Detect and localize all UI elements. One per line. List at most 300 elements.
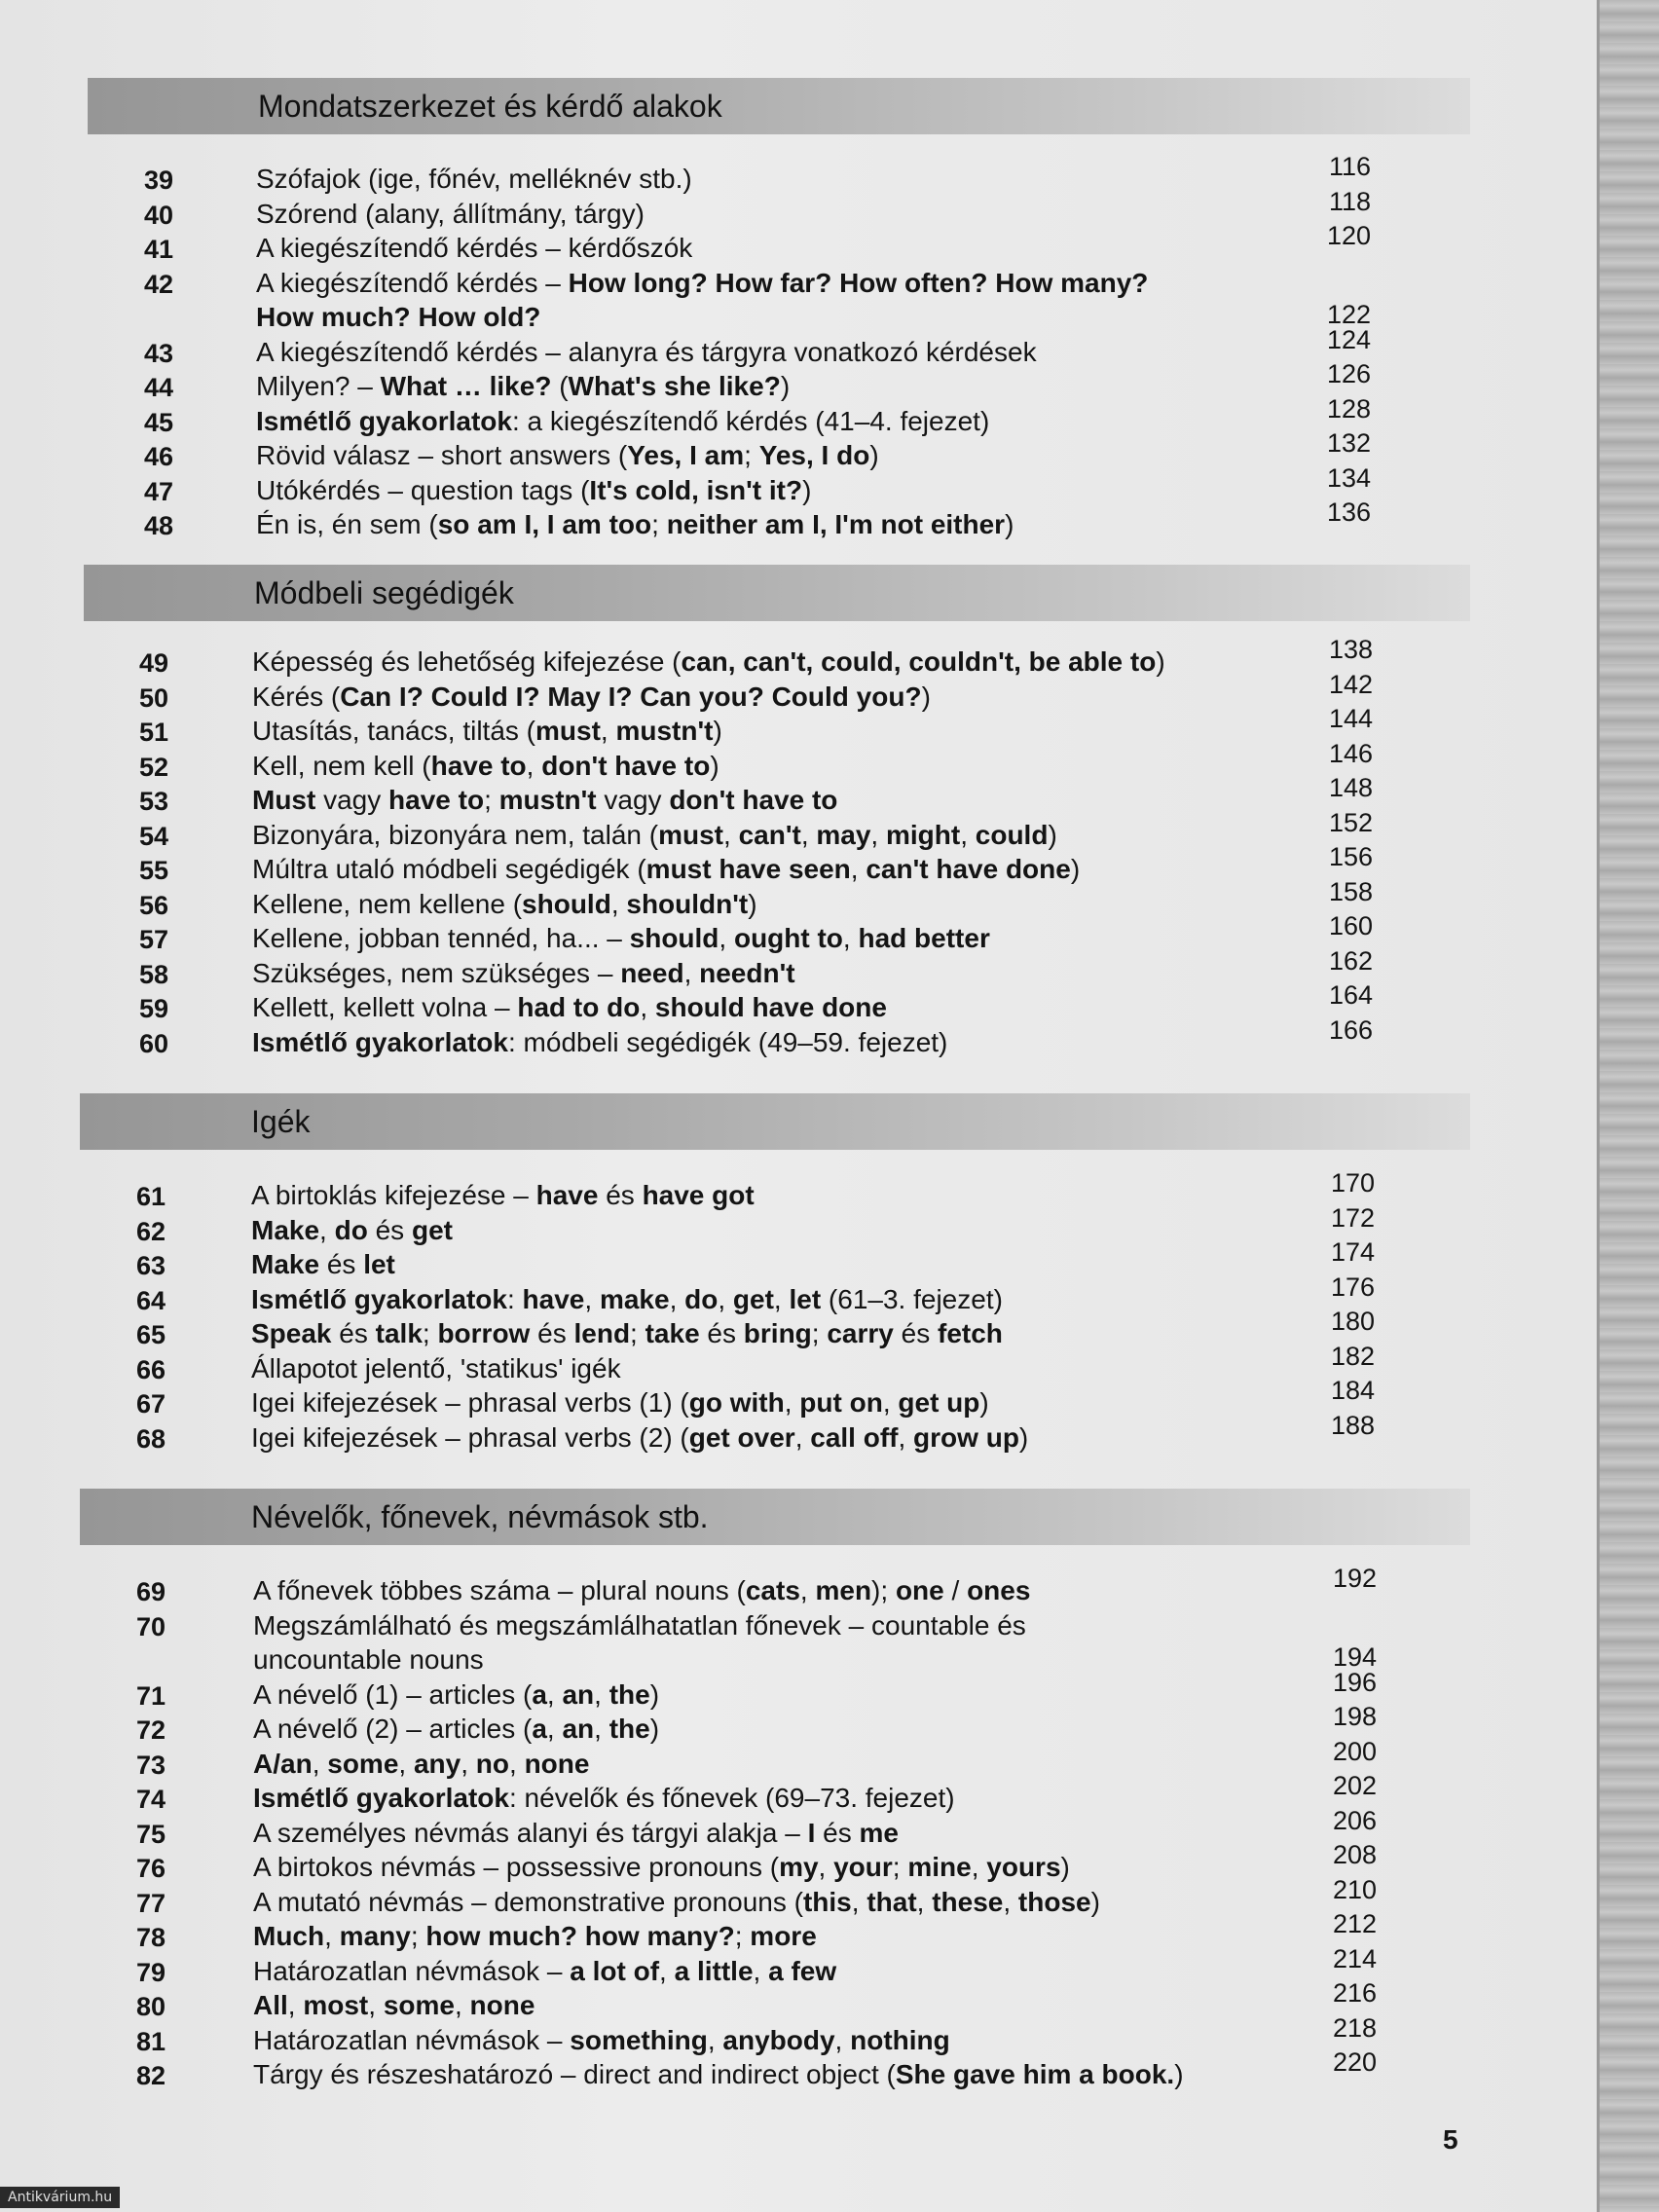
- text-run: Igei kifejezések – phrasal verbs (2) (: [251, 1421, 689, 1453]
- page-reference: 174: [1330, 1237, 1375, 1267]
- text-run: ,: [659, 1955, 675, 1986]
- text-run: Kellene, nem kellene (: [252, 888, 523, 919]
- chapter-number: 43: [143, 338, 173, 368]
- text-run: ): [748, 888, 757, 919]
- bold-term: Make: [251, 1249, 320, 1279]
- chapter-title: [251, 1284, 1003, 1315]
- chapter-number: 64: [135, 1285, 166, 1315]
- bold-term: get up: [898, 1387, 980, 1418]
- text-run: :: [506, 1283, 523, 1314]
- text-run: ;: [630, 1318, 645, 1348]
- chapter-number: 66: [135, 1354, 166, 1384]
- chapter-number: 44: [143, 373, 173, 402]
- text-run: ,: [526, 750, 542, 781]
- page-reference: 122: [1326, 300, 1371, 329]
- bold-term: need: [620, 957, 684, 988]
- text-run: [577, 1921, 585, 1951]
- bold-term: What's she like?: [568, 371, 781, 401]
- bold-term: how much?: [425, 1921, 577, 1951]
- text-run: A névelő (2) – articles (: [253, 1714, 533, 1744]
- page-reference: 166: [1328, 1014, 1373, 1045]
- chapter-title-continued: [256, 302, 540, 333]
- text-run: ;: [892, 1852, 908, 1882]
- bold-term: no: [475, 1748, 509, 1779]
- text-run: ,: [882, 1387, 899, 1418]
- bold-term: cats: [745, 1575, 800, 1605]
- text-run: ,: [368, 1990, 384, 2020]
- chapter-title: [253, 1749, 589, 1780]
- text-run: ,: [584, 1283, 600, 1314]
- chapter-number: 63: [135, 1251, 166, 1280]
- text-run: uncountable nouns: [253, 1644, 484, 1675]
- text-run: ): [921, 681, 931, 712]
- bold-term: ought to: [733, 923, 843, 953]
- bold-term: carry: [827, 1318, 894, 1348]
- bold-term: mustn't: [615, 716, 714, 746]
- text-run: Kellene, jobban tennéd, ha... –: [252, 923, 630, 953]
- chapter-number: 53: [138, 787, 168, 816]
- chapter-number: 40: [143, 200, 173, 230]
- bold-term: What … like?: [380, 371, 552, 401]
- text-run: Szükséges, nem szükséges –: [252, 957, 621, 988]
- text-run: ,: [319, 1214, 335, 1245]
- page-reference: 192: [1332, 1564, 1377, 1593]
- bold-term: neither am I, I'm not either: [666, 509, 1006, 539]
- page-reference: 120: [1326, 221, 1371, 250]
- text-run: ): [1156, 646, 1165, 677]
- text-run: ): [979, 1387, 989, 1418]
- bold-term: Can I? Could I? May I? Can you? Could you?: [340, 681, 922, 712]
- page-reference: 184: [1330, 1376, 1375, 1405]
- bold-term: might: [885, 819, 961, 850]
- chapter-title: [252, 958, 795, 989]
- chapter-number: 77: [135, 1888, 166, 1918]
- chapter-title: [253, 2025, 950, 2056]
- text-run: és: [699, 1318, 744, 1348]
- bold-term: how many?: [584, 1921, 735, 1951]
- section-title: Névelők, főnevek, névmások stb.: [251, 1499, 709, 1534]
- chapter-title: [256, 199, 645, 230]
- chapter-title: [256, 164, 692, 195]
- text-run: ,: [916, 1886, 933, 1917]
- bold-term: any: [413, 1748, 461, 1779]
- text-run: ,: [287, 1990, 304, 2020]
- text-run: ;: [651, 509, 667, 539]
- text-run: ,: [707, 2024, 723, 2055]
- bold-term: an: [562, 1678, 595, 1710]
- bold-term: have: [535, 1180, 599, 1210]
- text-run: A kiegészítendő kérdés – kérdőszók: [256, 233, 693, 263]
- chapter-number: 70: [135, 1611, 166, 1641]
- chapter-number: 71: [135, 1680, 166, 1711]
- text-run: ,: [398, 1748, 414, 1779]
- bold-term: A/an: [253, 1748, 313, 1779]
- bold-term: have to: [430, 750, 527, 781]
- chapter-title: [252, 646, 1165, 678]
- bold-term: How much? How old?: [256, 302, 541, 332]
- chapter-number: 82: [135, 2061, 166, 2090]
- page-reference: 138: [1328, 635, 1373, 664]
- text-run: ,: [960, 819, 976, 850]
- bold-term: ones: [967, 1575, 1031, 1605]
- chapter-number: 50: [138, 682, 168, 713]
- bold-term: do: [684, 1283, 719, 1314]
- text-run: Kell, nem kell (: [252, 750, 431, 781]
- page-reference: 148: [1328, 773, 1373, 802]
- page-reference: 156: [1328, 842, 1373, 871]
- bold-term: some: [383, 1990, 455, 2020]
- chapter-title: [252, 751, 719, 782]
- chapter-number: 61: [135, 1182, 166, 1211]
- bold-term: Ismétlő gyakorlatok: [252, 1026, 508, 1057]
- text-run: ,: [842, 923, 859, 953]
- bold-term: mustn't: [498, 785, 597, 815]
- chapter-number: 60: [138, 1028, 168, 1058]
- book-binding-edge: [1597, 0, 1659, 2212]
- page-reference: 172: [1330, 1202, 1375, 1233]
- bold-term: Make: [251, 1214, 320, 1245]
- chapter-number: 68: [135, 1423, 166, 1454]
- chapter-title: [251, 1249, 395, 1280]
- text-run: A mutató névmás – demonstrative pronouns (: [253, 1886, 803, 1917]
- bold-term: have got: [642, 1180, 755, 1210]
- chapter-title: [252, 785, 837, 816]
- chapter-title: [256, 509, 1014, 540]
- bold-term: call off: [810, 1421, 899, 1453]
- page-reference: 146: [1328, 738, 1373, 768]
- chapter-number: 80: [135, 1992, 166, 2021]
- chapter-title: [256, 233, 692, 264]
- chapter-number: 39: [143, 166, 173, 195]
- page-reference: 158: [1328, 876, 1373, 906]
- page-reference: 134: [1326, 462, 1371, 493]
- text-run: ;: [744, 440, 759, 470]
- chapter-number: 52: [138, 752, 168, 782]
- bold-term: may: [816, 819, 871, 850]
- chapter-number: 46: [143, 442, 173, 471]
- bold-term: have: [522, 1283, 585, 1314]
- bold-term: nothing: [850, 2024, 950, 2055]
- chapter-number: 79: [135, 1957, 166, 1987]
- bold-term: more: [750, 1921, 817, 1951]
- text-run: (: [551, 371, 569, 401]
- text-run: Határozatlan névmások –: [253, 2024, 571, 2055]
- text-run: ;: [422, 1318, 438, 1348]
- chapter-title: [256, 475, 811, 506]
- page-reference: 218: [1332, 2012, 1377, 2043]
- bold-term: let: [363, 1249, 395, 1279]
- text-run: és: [893, 1318, 939, 1348]
- text-run: ;: [410, 1921, 426, 1951]
- text-run: : módbeli segédigék (49–59. fejezet): [507, 1026, 948, 1057]
- chapter-title: [253, 2059, 1184, 2090]
- chapter-title: [256, 337, 1037, 368]
- text-run: ,: [773, 1283, 790, 1314]
- bold-term: Speak: [251, 1318, 332, 1348]
- text-run: ,: [723, 819, 739, 850]
- text-run: : névelők és főnevek (69–73. fejezet): [508, 1783, 955, 1813]
- chapter-title: [253, 1714, 659, 1745]
- page-reference: 116: [1328, 152, 1371, 181]
- bold-term: Ismétlő gyakorlatok: [256, 405, 512, 436]
- text-run: és: [319, 1249, 364, 1279]
- chapter-title: [256, 406, 989, 437]
- page-reference: 152: [1328, 807, 1373, 837]
- chapter-title: [256, 268, 1148, 299]
- text-run: ;: [484, 785, 499, 815]
- page-reference: 182: [1330, 1341, 1375, 1371]
- text-run: ,: [546, 1714, 563, 1744]
- text-run: Rövid válasz – short answers (: [256, 440, 628, 470]
- bold-term: shouldn't: [626, 888, 749, 919]
- text-run: ,: [669, 1283, 685, 1314]
- bold-term: make: [599, 1283, 670, 1314]
- text-run: ,: [546, 1678, 563, 1710]
- text-run: ): [1060, 1852, 1070, 1882]
- bold-term: grow up: [913, 1421, 1019, 1453]
- chapter-number: 47: [143, 476, 173, 506]
- text-run: Én is, én sem (: [256, 509, 438, 539]
- bold-term: can, can't, could, couldn't, be able to: [681, 646, 1157, 677]
- bold-term: can't have done: [866, 854, 1071, 884]
- bold-term: a: [532, 1678, 547, 1710]
- bold-term: must have seen: [645, 854, 851, 884]
- page-reference: 188: [1330, 1410, 1375, 1440]
- text-run: ,: [461, 1748, 476, 1779]
- page-reference: 208: [1332, 1840, 1377, 1869]
- text-run: vagy: [315, 785, 389, 815]
- page-reference: 202: [1332, 1771, 1377, 1800]
- bold-term: this: [802, 1886, 852, 1917]
- text-run: A birtokos névmás – possessive pronouns (: [253, 1852, 780, 1882]
- bold-term: one: [895, 1575, 944, 1605]
- text-run: );: [871, 1575, 896, 1605]
- chapter-number: 58: [138, 959, 168, 989]
- bold-term: these: [932, 1886, 1004, 1917]
- section-title: Igék: [251, 1104, 311, 1139]
- chapter-number: 55: [138, 856, 168, 885]
- page-reference: 160: [1328, 911, 1373, 940]
- bold-term: go with: [688, 1387, 785, 1418]
- chapter-number: 59: [138, 994, 168, 1023]
- text-run: Kérés (: [252, 681, 341, 712]
- bold-term: should have done: [654, 992, 887, 1022]
- bold-term: don't have to: [669, 785, 838, 815]
- text-run: ,: [971, 1852, 987, 1882]
- chapter-title: [256, 440, 879, 471]
- page-reference: 200: [1332, 1736, 1377, 1766]
- chapter-number: 42: [143, 269, 173, 299]
- chapter-title: [252, 889, 757, 920]
- text-run: Múltra utaló módbeli segédigék (: [252, 854, 646, 884]
- bold-term: your: [833, 1852, 893, 1882]
- bold-term: a few: [768, 1955, 837, 1986]
- bold-term: do: [334, 1214, 368, 1245]
- text-run: és: [598, 1180, 643, 1210]
- bold-term: had better: [858, 923, 990, 953]
- page-reference: 118: [1328, 186, 1371, 216]
- chapter-number: 51: [138, 718, 168, 747]
- text-run: A személyes névmás alanyi és tárgyi alakja –: [253, 1817, 808, 1848]
- chapter-title: [252, 682, 931, 713]
- chapter-title: [251, 1180, 755, 1211]
- chapter-number: 49: [138, 648, 168, 678]
- text-run: A birtoklás kifejezése –: [251, 1180, 536, 1210]
- bold-term: those: [1017, 1886, 1091, 1917]
- page-reference: 136: [1326, 498, 1371, 527]
- text-run: ,: [610, 888, 627, 919]
- text-run: A főnevek többes száma – plural nouns (: [253, 1575, 746, 1605]
- section-title: Módbeli segédigék: [254, 575, 514, 610]
- bold-term: men: [815, 1575, 872, 1605]
- text-run: Kellett, kellett volna –: [252, 992, 518, 1022]
- chapter-title: [252, 992, 887, 1023]
- text-run: ): [1174, 2059, 1184, 2089]
- chapter-number: 41: [143, 235, 173, 264]
- bold-term: must: [535, 716, 601, 746]
- bold-term: most: [303, 1990, 369, 2020]
- text-run: Megszámlálható és megszámlálhatatlan főnevek – countable és: [253, 1609, 1026, 1641]
- text-run: Szófajok (ige, főnév, melléknév stb.): [256, 164, 692, 194]
- text-run: Utasítás, tanács, tiltás (: [252, 716, 535, 746]
- bold-term: mine: [907, 1852, 972, 1882]
- text-run: és: [815, 1817, 860, 1848]
- bold-term: must: [658, 819, 724, 850]
- bold-term: take: [645, 1318, 700, 1348]
- page-reference: 124: [1326, 324, 1371, 354]
- chapter-number: 73: [135, 1750, 166, 1780]
- text-run: ): [780, 371, 791, 401]
- bold-term: none: [469, 1990, 535, 2020]
- text-run: ): [710, 750, 719, 781]
- text-run: ,: [312, 1748, 328, 1779]
- bold-term: can't: [738, 819, 801, 850]
- chapter-title: [253, 1575, 1030, 1606]
- text-run: ,: [683, 957, 700, 988]
- chapter-title: [252, 1027, 947, 1058]
- chapter-number: 81: [135, 2026, 166, 2056]
- text-run: ;: [811, 1318, 828, 1348]
- chapter-number: 78: [135, 1923, 166, 1952]
- page-reference: 128: [1326, 393, 1371, 424]
- text-run: ,: [600, 716, 616, 746]
- text-run: ,: [800, 819, 817, 850]
- text-run: ,: [784, 1387, 800, 1418]
- text-run: ): [802, 474, 812, 505]
- chapter-title: [253, 1921, 817, 1952]
- bold-term: Must: [252, 785, 316, 815]
- text-run: és: [331, 1318, 376, 1348]
- text-run: ,: [1003, 1886, 1018, 1917]
- bold-term: so am I, I am too: [437, 509, 652, 539]
- text-run: Igei kifejezések – phrasal verbs (1) (: [251, 1387, 689, 1418]
- chapter-number: 69: [135, 1577, 166, 1606]
- text-run: ): [1070, 854, 1081, 884]
- text-run: ,: [851, 1886, 867, 1917]
- text-run: ,: [794, 1421, 811, 1453]
- bold-term: She gave him a book.: [895, 2059, 1175, 2089]
- text-run: Állapotot jelentő, 'statikus' igék: [251, 1352, 621, 1383]
- chapter-title-continued: [253, 1644, 484, 1676]
- bold-term: bring: [743, 1318, 812, 1348]
- chapter-title: [251, 1215, 453, 1246]
- text-run: ,: [719, 923, 734, 953]
- text-run: ,: [870, 819, 886, 850]
- bold-term: that: [866, 1886, 917, 1917]
- text-run: és: [367, 1214, 412, 1245]
- bold-term: I: [807, 1817, 816, 1848]
- bold-term: could: [975, 819, 1049, 850]
- bold-term: fetch: [938, 1318, 1003, 1348]
- bold-term: Much: [253, 1921, 325, 1951]
- bold-term: put on: [799, 1387, 883, 1418]
- chapter-number: 65: [135, 1320, 166, 1349]
- text-run: ,: [753, 1955, 769, 1986]
- chapter-title: [256, 371, 790, 402]
- chapter-number: 62: [135, 1216, 166, 1246]
- bold-term: the: [608, 1714, 650, 1744]
- chapter-title: [253, 1783, 955, 1814]
- chapter-number: 75: [135, 1819, 166, 1849]
- bold-term: anybody: [722, 2024, 835, 2055]
- text-run: (61–3. fejezet): [821, 1283, 1003, 1314]
- bold-term: many: [339, 1921, 411, 1951]
- bold-term: a lot of: [570, 1955, 660, 1986]
- text-run: Milyen? –: [256, 371, 381, 401]
- text-run: ): [1048, 819, 1057, 850]
- bold-term: talk: [375, 1318, 423, 1348]
- bold-term: needn't: [699, 957, 795, 988]
- chapter-title: [251, 1422, 1028, 1454]
- bold-term: should: [522, 888, 611, 919]
- page-reference: 164: [1328, 980, 1373, 1010]
- text-run: Határozatlan névmások –: [253, 1955, 571, 1986]
- text-run: ): [1090, 1886, 1100, 1917]
- chapter-title: [253, 1887, 1100, 1918]
- page-reference: 214: [1332, 1943, 1377, 1973]
- bold-term: me: [859, 1817, 899, 1848]
- bold-term: Ismétlő gyakorlatok: [253, 1783, 509, 1813]
- chapter-number: 48: [143, 511, 173, 540]
- text-run: Utókérdés – question tags (: [256, 474, 590, 505]
- chapter-title: [252, 716, 722, 747]
- bold-term: It's cold, isn't it?: [589, 474, 803, 505]
- bold-term: a little: [674, 1955, 754, 1986]
- chapter-number: 74: [135, 1785, 166, 1814]
- text-run: ): [649, 1678, 660, 1710]
- text-run: ,: [324, 1921, 340, 1951]
- text-run: A kiegészítendő kérdés – alanyra és tárgyra vonatkozó kérdések: [256, 336, 1037, 367]
- chapter-number: 56: [138, 890, 168, 920]
- text-run: : a kiegészítendő kérdés (41–4. fejezet): [511, 405, 990, 436]
- chapter-number: 67: [135, 1389, 166, 1419]
- bold-term: have to: [388, 785, 485, 815]
- text-run: ,: [718, 1283, 733, 1314]
- bold-term: How long? How far? How often? How many?: [568, 267, 1149, 298]
- text-run: vagy: [596, 785, 670, 815]
- bold-term: the: [608, 1678, 650, 1710]
- bold-term: yours: [986, 1852, 1061, 1882]
- text-run: ,: [594, 1714, 609, 1744]
- page-reference: 180: [1330, 1307, 1375, 1336]
- bold-term: should: [629, 923, 719, 953]
- bold-term: let: [789, 1283, 822, 1314]
- text-run: Szórend (alany, állítmány, tárgy): [256, 198, 645, 229]
- bold-term: my: [779, 1852, 819, 1882]
- text-run: ,: [594, 1678, 609, 1710]
- page-reference: 126: [1326, 359, 1371, 388]
- bold-term: get over: [688, 1421, 795, 1453]
